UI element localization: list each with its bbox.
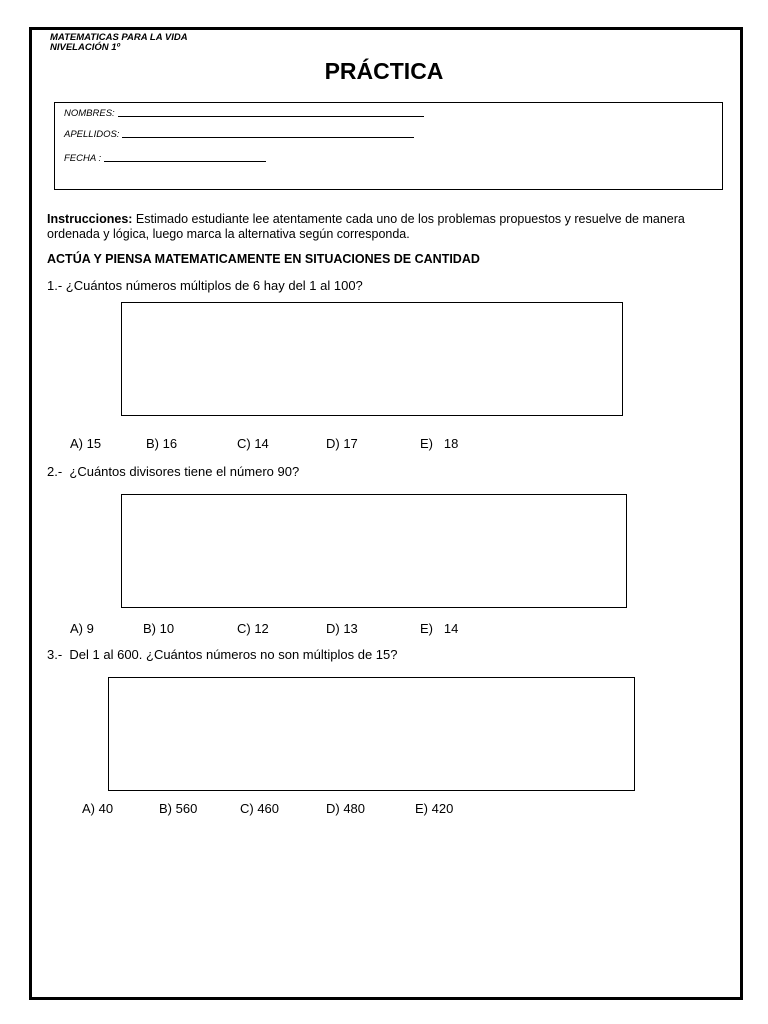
course-title: MATEMATICAS PARA LA VIDA: [50, 32, 188, 43]
option-1a[interactable]: A) 15: [70, 436, 102, 451]
option-3c[interactable]: C) 460: [240, 801, 280, 816]
answer-box-2[interactable]: [121, 494, 627, 608]
option-2e[interactable]: E) 14: [420, 621, 459, 636]
instructions-text: Estimado estudiante lee atentamente cada uno de los problemas propuestos y resuelve de manera ordenada y lógica, luego marca la alternativa según corresponda.: [47, 212, 685, 241]
course-level: NIVELACIÓN 1º: [50, 42, 120, 53]
course-header: [50, 33, 188, 53]
question-3: 3.- Del 1 al 600. ¿Cuántos números no son múltiplos de 15?: [47, 647, 398, 662]
option-2b[interactable]: B) 10: [143, 621, 175, 636]
option-2d[interactable]: D) 13: [326, 621, 358, 636]
answer-box-1[interactable]: [121, 302, 623, 416]
apellidos-label: APELLIDOS:: [64, 129, 120, 140]
nombres-field[interactable]: [64, 108, 424, 119]
instructions-label: Instrucciones:: [47, 212, 133, 226]
fecha-field[interactable]: [64, 153, 266, 164]
option-3b[interactable]: B) 560: [159, 801, 198, 816]
section-title: ACTÚA Y PIENSA MATEMATICAMENTE EN SITUACIONES DE CANTIDAD: [47, 252, 480, 266]
page-title: PRÁCTICA: [324, 58, 444, 84]
nombres-blank[interactable]: [118, 115, 424, 117]
option-2c[interactable]: C) 12: [237, 621, 269, 636]
option-1d[interactable]: D) 17: [326, 436, 358, 451]
option-2a[interactable]: A) 9: [70, 621, 94, 636]
fecha-blank[interactable]: [104, 160, 266, 162]
answer-box-3[interactable]: [108, 677, 635, 791]
nombres-label: NOMBRES:: [64, 108, 115, 119]
option-1b[interactable]: B) 16: [146, 436, 178, 451]
option-3d[interactable]: D) 480: [326, 801, 366, 816]
fecha-label: FECHA :: [64, 153, 102, 164]
option-3e[interactable]: E) 420: [415, 801, 454, 816]
option-3a[interactable]: A) 40: [82, 801, 114, 816]
option-1e[interactable]: E) 18: [420, 436, 459, 451]
question-1: 1.- ¿Cuántos números múltiplos de 6 hay del 1 al 100?: [47, 278, 363, 293]
apellidos-field[interactable]: [64, 129, 414, 140]
question-2: 2.- ¿Cuántos divisores tiene el número 90?: [47, 464, 300, 479]
instructions: [47, 212, 723, 242]
apellidos-blank[interactable]: [122, 136, 414, 138]
option-1c[interactable]: C) 14: [237, 436, 269, 451]
